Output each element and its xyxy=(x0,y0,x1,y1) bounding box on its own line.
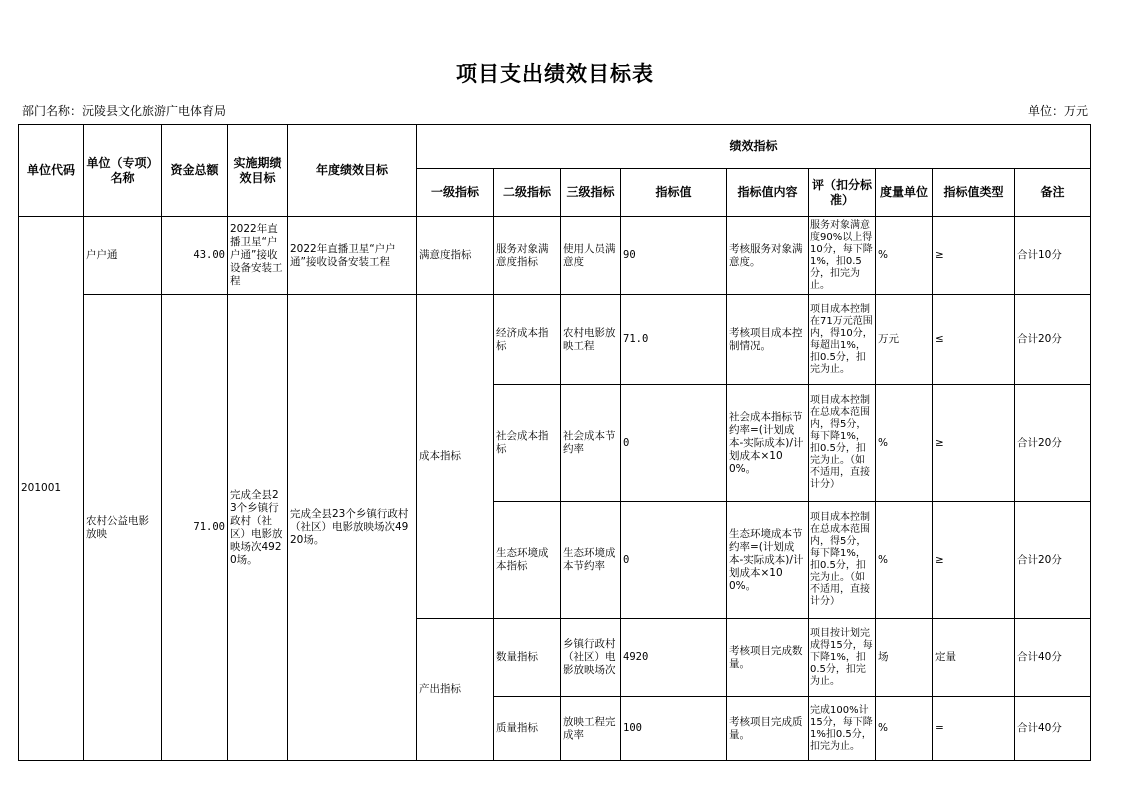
header-code: 单位代码 xyxy=(19,125,84,217)
department-label: 部门名称：沅陵县文化旅游广电体育局 xyxy=(22,104,227,118)
fund-cell: 71.00 xyxy=(162,295,228,761)
value-cell: 71.0 xyxy=(621,295,727,385)
type-cell: ≤ xyxy=(933,295,1015,385)
level3-cell: 乡镇行政村（社区）电影放映场次 xyxy=(561,619,621,697)
header-impl-goal: 实施期绩效目标 xyxy=(228,125,288,217)
level2-cell: 社会成本指标 xyxy=(494,385,561,502)
project-name-cell: 农村公益电影放映 xyxy=(84,295,162,761)
table-row xyxy=(19,295,1091,385)
level2-cell: 质量指标 xyxy=(494,697,561,761)
header-perf: 绩效指标 xyxy=(417,125,1091,169)
unit-cell: 万元 xyxy=(876,295,933,385)
header-value: 指标值 xyxy=(621,169,727,217)
note-cell: 合计20分 xyxy=(1015,502,1091,619)
fund-cell: 43.00 xyxy=(162,217,228,295)
level1-cell: 产出指标 xyxy=(417,619,494,761)
page-title: 项目支出绩效目标表 xyxy=(456,62,654,86)
unit-cell: % xyxy=(876,217,933,295)
header-unit: 度量单位 xyxy=(876,169,933,217)
unit-label: 单位：万元 xyxy=(1027,104,1088,118)
content-cell: 考核项目成本控制情况。 xyxy=(727,295,809,385)
note-cell: 合计20分 xyxy=(1015,385,1091,502)
project-name-cell: 户户通 xyxy=(84,217,162,295)
header-name: 单位（专项）名称 xyxy=(84,125,162,217)
header-level3: 三级指标 xyxy=(561,169,621,217)
note-cell: 合计10分 xyxy=(1015,217,1091,295)
impl-goal-cell: 完成全县23个乡镇行政村（社区）电影放映场次4920场。 xyxy=(228,295,288,761)
header-level2: 二级指标 xyxy=(494,169,561,217)
content-cell: 社会成本指标节约率=(计划成本-实际成本)/计划成本×100%。 xyxy=(727,385,809,502)
value-cell: 0 xyxy=(621,502,727,619)
value-cell: 4920 xyxy=(621,619,727,697)
level3-cell: 使用人员满意度 xyxy=(561,217,621,295)
score-cell: 项目成本控制在总成本范围内，得5分，每下降1%，扣0.5分，扣完为止。（如不适用，直接计分） xyxy=(809,385,876,502)
annual-goal-cell: 2022年直播卫星“户户通”接收设备安装工程 xyxy=(288,217,417,295)
level2-cell: 经济成本指标 xyxy=(494,295,561,385)
note-cell: 合计40分 xyxy=(1015,619,1091,697)
level3-cell: 生态环境成本节约率 xyxy=(561,502,621,619)
performance-table xyxy=(18,124,1091,761)
header-note: 备注 xyxy=(1015,169,1091,217)
note-cell: 合计20分 xyxy=(1015,295,1091,385)
unit-cell: % xyxy=(876,385,933,502)
content-cell: 考核项目完成数量。 xyxy=(727,619,809,697)
header-fund: 资金总额 xyxy=(162,125,228,217)
content-cell: 考核服务对象满意度。 xyxy=(727,217,809,295)
score-cell: 服务对象满意度90%以上得10分，每下降1%，扣0.5分，扣完为止。 xyxy=(809,217,876,295)
level3-cell: 放映工程完成率 xyxy=(561,697,621,761)
header-type: 指标值类型 xyxy=(933,169,1015,217)
header-score: 评（扣分标准） xyxy=(809,169,876,217)
unit-cell: % xyxy=(876,502,933,619)
unit-cell: % xyxy=(876,697,933,761)
level3-cell: 农村电影放映工程 xyxy=(561,295,621,385)
type-cell: ≥ xyxy=(933,217,1015,295)
type-cell: ≥ xyxy=(933,502,1015,619)
annual-goal-cell: 完成全县23个乡镇行政村（社区）电影放映场次4920场。 xyxy=(288,295,417,761)
score-cell: 完成100%计15分，每下降1%扣0.5分，扣完为止。 xyxy=(809,697,876,761)
score-cell: 项目成本控制在71万元范围内，得10分，每超出1%，扣0.5分，扣完为止。 xyxy=(809,295,876,385)
type-cell: ≥ xyxy=(933,385,1015,502)
header-annual-goal: 年度绩效目标 xyxy=(288,125,417,217)
table-row xyxy=(19,217,1091,295)
level1-cell: 成本指标 xyxy=(417,295,494,619)
header-content: 指标值内容 xyxy=(727,169,809,217)
value-cell: 90 xyxy=(621,217,727,295)
level1-cell: 满意度指标 xyxy=(417,217,494,295)
type-cell: = xyxy=(933,697,1015,761)
impl-goal-cell: 2022年直播卫星“户户通”接收设备安装工程 xyxy=(228,217,288,295)
level2-cell: 生态环境成本指标 xyxy=(494,502,561,619)
content-cell: 生态环境成本节约率=(计划成本-实际成本)/计划成本×100%。 xyxy=(727,502,809,619)
unit-cell: 场 xyxy=(876,619,933,697)
note-cell: 合计40分 xyxy=(1015,697,1091,761)
level2-cell: 数量指标 xyxy=(494,619,561,697)
header-level1: 一级指标 xyxy=(417,169,494,217)
score-cell: 项目成本控制在总成本范围内，得5分，每下降1%，扣0.5分，扣完为止。（如不适用，直接计分） xyxy=(809,502,876,619)
score-cell: 项目按计划完成得15分，每下降1%，扣0.5分，扣完为止。 xyxy=(809,619,876,697)
unit-code-cell: 201001 xyxy=(19,217,84,761)
level2-cell: 服务对象满意度指标 xyxy=(494,217,561,295)
value-cell: 100 xyxy=(621,697,727,761)
level3-cell: 社会成本节约率 xyxy=(561,385,621,502)
type-cell: 定量 xyxy=(933,619,1015,697)
value-cell: 0 xyxy=(621,385,727,502)
content-cell: 考核项目完成质量。 xyxy=(727,697,809,761)
